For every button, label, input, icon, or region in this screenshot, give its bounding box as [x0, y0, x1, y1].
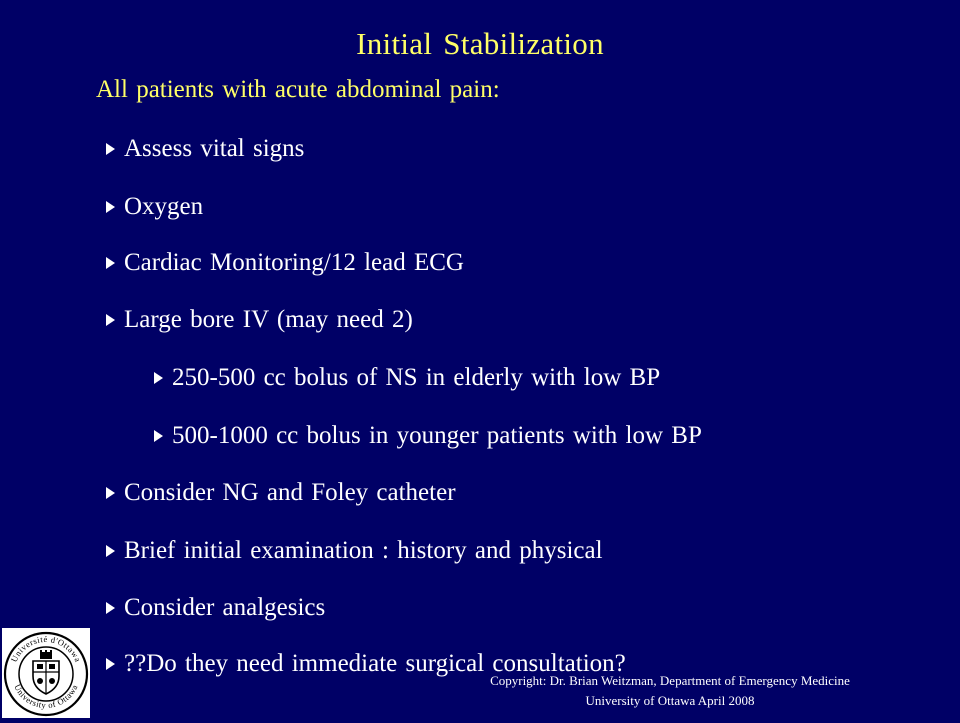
bullet-item [106, 133, 304, 165]
triangle-right-icon [106, 487, 115, 499]
copyright-footer [420, 671, 920, 711]
bullet-text: Cardiac Monitoring/12 lead ECG [124, 249, 464, 276]
bullet-text: Consider NG and Foley catheter [124, 479, 456, 506]
triangle-right-icon [154, 430, 163, 442]
bullet-text: Consider analgesics [124, 594, 326, 621]
sub-bullet-item [154, 420, 702, 452]
bullet-text: ??Do they need immediate surgical consultation? [124, 650, 626, 677]
bullet-text: Assess vital signs [124, 135, 305, 162]
slide-title: Initial Stabilization [356, 26, 604, 61]
footer-line-1: Copyright: Dr. Brian Weitzman, Department of Emergency Medicine [490, 673, 850, 688]
logo-text-top: Université d'Ottawa [8, 633, 84, 664]
bullet-item [106, 535, 603, 567]
bullet-text: 250-500 cc bolus of NS in elderly with low BP [172, 364, 661, 391]
triangle-right-icon [106, 143, 115, 155]
bullet-text: 500-1000 cc bolus in younger patients with low BP [172, 422, 702, 449]
triangle-right-icon [106, 545, 115, 557]
triangle-right-icon [106, 314, 115, 326]
bullet-text: Oxygen [124, 193, 204, 220]
bullet-item [106, 304, 413, 336]
university-seal-icon [2, 628, 90, 718]
bullet-text: Brief initial examination : history and physical [124, 537, 603, 564]
sub-bullet-item [154, 362, 660, 394]
triangle-right-icon [154, 372, 163, 384]
slide-subtitle: All patients with acute abdominal pain: [96, 76, 500, 103]
footer-line-2: University of Ottawa April 2008 [585, 693, 755, 708]
triangle-right-icon [106, 201, 115, 213]
triangle-right-icon [106, 658, 115, 670]
bullet-item [106, 477, 456, 509]
bullet-item [106, 247, 464, 279]
bullet-item [106, 592, 325, 624]
bullet-text: Large bore IV (may need 2) [124, 306, 413, 333]
triangle-right-icon [106, 257, 115, 269]
bullet-item [106, 191, 203, 223]
logo-text-bottom: University of Ottawa [12, 682, 80, 711]
triangle-right-icon [106, 602, 115, 614]
